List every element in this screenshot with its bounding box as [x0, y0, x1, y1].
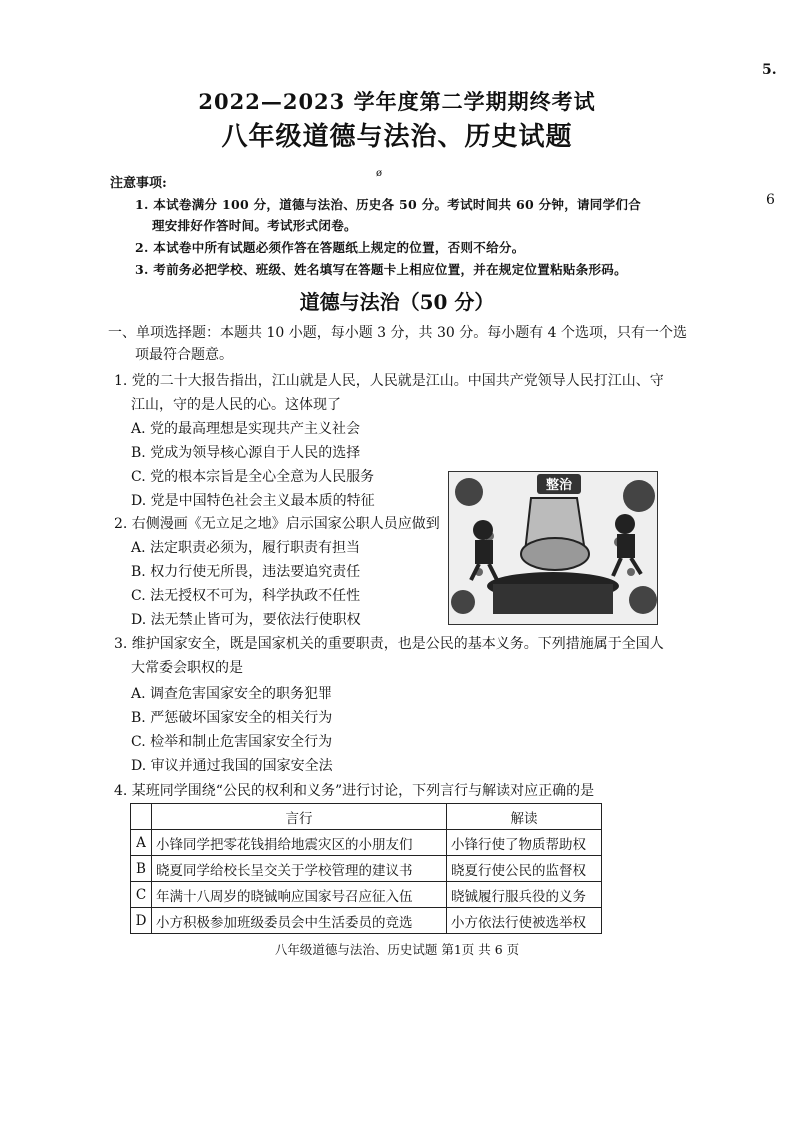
q2-option-a: A. 法定职责必须为，履行职责有担当: [131, 540, 361, 556]
q3-option-b: B. 严惩破坏国家安全的相关行为: [131, 710, 333, 726]
q3-option-d: D. 审议并通过我国的国家安全法: [131, 758, 333, 774]
q2-option-b: B. 权力行使无所畏，违法要追究责任: [131, 564, 361, 580]
q2-option-d: D. 法无禁止皆可为，要依法行使职权: [131, 612, 361, 628]
q1-stem: 1. 党的二十大报告指出，江山就是人民，人民就是江山。中国共产党领导人民打江山、守: [114, 373, 664, 389]
q3-stem: 3. 维护国家安全，既是国家机关的重要职责，也是公民的基本义务。下列措施属于全国人: [114, 636, 664, 652]
q3-option-c: C. 检举和制止危害国家安全行为: [131, 734, 333, 750]
note-1: 1. 本试卷满分 100 分，道德与法治、历史各 50 分。考试时间共 60 分钟，请同学们合: [135, 197, 641, 212]
cartoon-sign: 整治: [545, 478, 572, 493]
header-action: 言行: [152, 804, 447, 830]
q1-option-a: A. 党的最高理想是实现共产主义社会: [131, 421, 361, 437]
row-reading: 小锋行使了物质帮助权: [447, 830, 602, 856]
row-key: A: [131, 830, 152, 856]
row-key: D: [131, 908, 152, 934]
row-key: B: [131, 856, 152, 882]
exam-title: 2022—2023 学年度第二学期期终考试: [198, 89, 596, 114]
table-header-row: [131, 804, 602, 830]
corner-page-mark: 5.: [762, 62, 777, 78]
row-key: C: [131, 882, 152, 908]
cartoon-image: [448, 471, 658, 625]
q3-stem-cont: 大常委会职权的是: [131, 660, 243, 676]
notes-heading: 注意事项:: [110, 176, 167, 191]
table-row: [131, 882, 602, 908]
side-page-mark: 6: [766, 192, 775, 208]
table-row: [131, 908, 602, 934]
row-reading: 晓铖履行服兵役的义务: [447, 882, 602, 908]
row-action: 晓夏同学给校长呈交关于学校管理的建议书: [152, 856, 447, 882]
subject-title: 八年级道德与法治、历史试题: [221, 122, 573, 152]
page-footer: 八年级道德与法治、历史试题 第1页 共 6 页: [274, 942, 520, 957]
table-row: [131, 830, 602, 856]
q3-option-a: A. 调查危害国家安全的职务犯罪: [131, 686, 333, 702]
part1-instruction-cont: 项最符合题意。: [135, 347, 233, 363]
section-title: 道德与法治（50 分）: [299, 290, 495, 314]
header-key-cell: [131, 804, 152, 830]
q1-option-c: C. 党的根本宗旨是全心全意为人民服务: [131, 469, 375, 485]
q4-table: [130, 803, 602, 934]
row-action: 小方积极参加班级委员会中生活委员的竞选: [152, 908, 447, 934]
part1-instruction: 一、单项选择题：本题共 10 小题，每小题 3 分，共 30 分。每小题有 4 个选项，只有一个选: [108, 325, 688, 341]
row-action: 小锋同学把零花钱捐给地震灾区的小朋友们: [152, 830, 447, 856]
row-action: 年满十八周岁的晓铖响应国家号召应征入伍: [152, 882, 447, 908]
header-reading: 解读: [447, 804, 602, 830]
note-1-cont: 理安排好作答时间。考试形式闭卷。: [152, 218, 357, 233]
q2-option-c: C. 法无授权不可为，科学执政不任性: [131, 588, 361, 604]
note-2: 2. 本试卷中所有试题必须作答在答题纸上规定的位置，否则不给分。: [135, 240, 525, 255]
q1-option-b: B. 党成为领导核心源自于人民的选择: [131, 445, 361, 461]
q4-stem: 4. 某班同学围绕“公民的权利和义务”进行讨论，下列言行与解读对应正确的是: [114, 783, 595, 799]
table-row: [131, 856, 602, 882]
cartoon-drawing: [449, 472, 657, 624]
stray-mark: ø: [376, 168, 383, 179]
note-3: 3. 考前务必把学校、班级、姓名填写在答题卡上相应位置，并在规定位置粘贴条形码。: [135, 262, 627, 277]
row-reading: 小方依法行使被选举权: [447, 908, 602, 934]
q2-stem: 2. 右侧漫画《无立足之地》启示国家公职人员应做到: [114, 516, 440, 532]
q1-stem-cont: 江山，守的是人民的心。这体现了: [131, 397, 341, 413]
row-reading: 晓夏行使公民的监督权: [447, 856, 602, 882]
q1-option-d: D. 党是中国特色社会主义最本质的特征: [131, 493, 375, 509]
